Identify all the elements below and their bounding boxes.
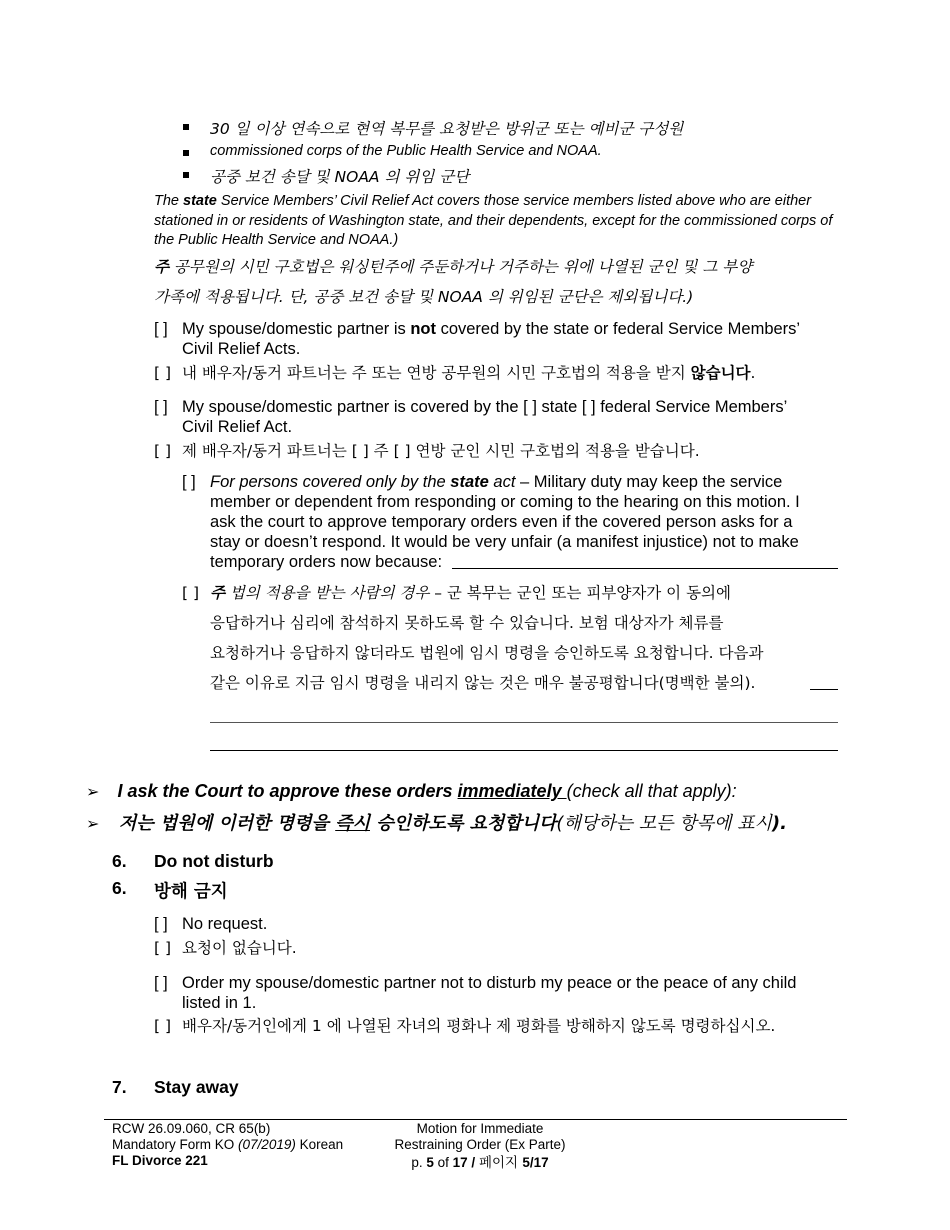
footer-center: Motion for Immediate Restraining Order (Ex Parte) p. 5 of 17 / 페이지 5/17 — [394, 1121, 566, 1171]
checkbox-mark[interactable]: [ ] — [154, 364, 172, 382]
state-act-label-ko: 주 법의 적용을 받는 사람의 경우 – 군 복무는 군인 또는 피부양자가 이 동의에 응답하거나 심리에 참석하지 못하도록 할 수 있습니다. 보험 대상자가 체류를 요청하거나 응답하지 않더라도 법원에 임시 명령을 승인하도록 요청합니다. 다음과 같은 이유로 지금 임시 명령을 내리지 않는 것은 매우 불공평합니다(명백한 불의). — [210, 584, 764, 692]
do-not-disturb-checkbox-en[interactable] — [154, 973, 844, 1013]
bullet-icon — [183, 150, 189, 156]
do-not-disturb-label-en: Order my spouse/domestic partner not to disturb my peace or the peace of any child listed in 1. — [182, 974, 797, 1012]
checkbox-mark[interactable]: [ ] — [154, 1017, 172, 1035]
checkbox-mark[interactable]: [ ] — [154, 939, 172, 957]
covered-checkbox-en[interactable] — [154, 397, 844, 437]
section-6-number-ko: 6. — [112, 878, 127, 898]
state-act-label-en: For persons covered only by the state act – Military duty may keep the service member or dependent from responding or coming to the hearing on this motion. I ask the court to approve temporary orders even if the covered person asks for a stay or doesn’t respond. It would be very unfair (a manifest injustice) not to make temporary orders now because: — [210, 473, 800, 571]
state-note-ko-line1: 주 공무원의 시민 구호법은 워싱턴주에 주둔하거나 거주하는 위에 나열된 군인 및 그 부양 — [154, 258, 753, 276]
not-covered-checkbox-en[interactable] — [154, 319, 844, 359]
state-act-checkbox-en[interactable] — [182, 472, 842, 572]
section-7-number: 7. — [112, 1077, 127, 1097]
checkbox-mark[interactable]: [ ] — [154, 398, 168, 416]
bullet-icon — [183, 172, 189, 178]
checkbox-mark[interactable]: [ ] — [154, 442, 172, 460]
footer-left: RCW 26.09.060, CR 65(b) Mandatory Form KO (07/2019) Korean FL Divorce 221 — [112, 1121, 344, 1168]
covered-label-en: My spouse/domestic partner is covered by the [ ] state [ ] federal Service Members’ Civil Relief Act. — [182, 398, 788, 436]
checkbox-mark[interactable]: [ ] — [154, 320, 168, 338]
bullet-corps-ko: 공중 보건 송달 및 NOAA 의 위임 군단 — [210, 165, 469, 187]
state-act-reason-line-en[interactable] — [452, 568, 838, 569]
state-note-en: The state Service Members’ Civil Relief Act covers those service members listed above who are either stationed in or residents of Washington state, and their dependents, except for the commissioned corps of the Public Health Service and NOAA.) — [154, 193, 833, 248]
state-act-checkbox-ko[interactable] — [182, 582, 842, 702]
footer-divider — [104, 1119, 847, 1120]
not-covered-label-ko: 내 배우자/동거 파트너는 주 또는 연방 공무원의 시민 구호법의 적용을 받지 않습니다. — [182, 364, 756, 382]
no-request-label-en: No request. — [182, 915, 268, 933]
checkbox-mark[interactable]: [ ] — [182, 473, 196, 491]
not-covered-label-en: My spouse/domestic partner is not covered by the state or federal Service Members’ Civil Relief Acts. — [182, 320, 801, 358]
state-act-reason-line-ko[interactable] — [810, 689, 838, 690]
covered-label-ko: 제 배우자/동거 파트너는 [ ] 주 [ ] 연방 군인 시민 구호법의 적용을 받습니다. — [182, 442, 700, 460]
bullet-icon — [183, 124, 189, 130]
bullet-reserve-ko: 30 일 이상 연속으로 현역 복무를 요청받은 방위군 또는 예비군 구성원 — [210, 117, 683, 139]
arrow-icon: ➢ — [86, 814, 100, 833]
checkbox-mark[interactable]: [ ] — [154, 915, 168, 933]
checkbox-mark[interactable]: [ ] — [182, 584, 200, 602]
arrow-icon: ➢ — [86, 784, 100, 801]
ask-immediately-en: ➢ I ask the Court to approve these orders immediately (check all that apply): — [86, 781, 737, 801]
reason-line-3[interactable] — [210, 750, 838, 751]
checkbox-mark[interactable]: [ ] — [154, 974, 168, 992]
section-6-number: 6. — [112, 851, 127, 871]
page-number: p. 5 of 17 / 페이지 5/17 — [411, 1155, 549, 1171]
section-6-title-en: Do not disturb — [154, 851, 274, 871]
do-not-disturb-label-ko: 배우자/동거인에게 1 에 나열된 자녀의 평화나 제 평화를 방해하지 않도록 명령하십시오. — [182, 1017, 776, 1035]
reason-line-2[interactable] — [210, 722, 838, 723]
state-note-ko-line2: 가족에 적용됩니다. 단, 공중 보건 송달 및 NOAA 의 위임된 군단은 제외됩니다.) — [154, 288, 694, 306]
ask-immediately-ko: ➢ 저는 법원에 이러한 명령을 즉시 승인하도록 요청합니다(해당하는 모든 항목에 표시). — [86, 813, 787, 834]
no-request-label-ko: 요청이 없습니다. — [182, 939, 297, 957]
section-7-title-en: Stay away — [154, 1077, 239, 1097]
section-6-title-ko: 방해 금지 — [154, 882, 228, 902]
bullet-commissioned-corps: commissioned corps of the Public Health Service and NOAA. — [210, 143, 602, 159]
